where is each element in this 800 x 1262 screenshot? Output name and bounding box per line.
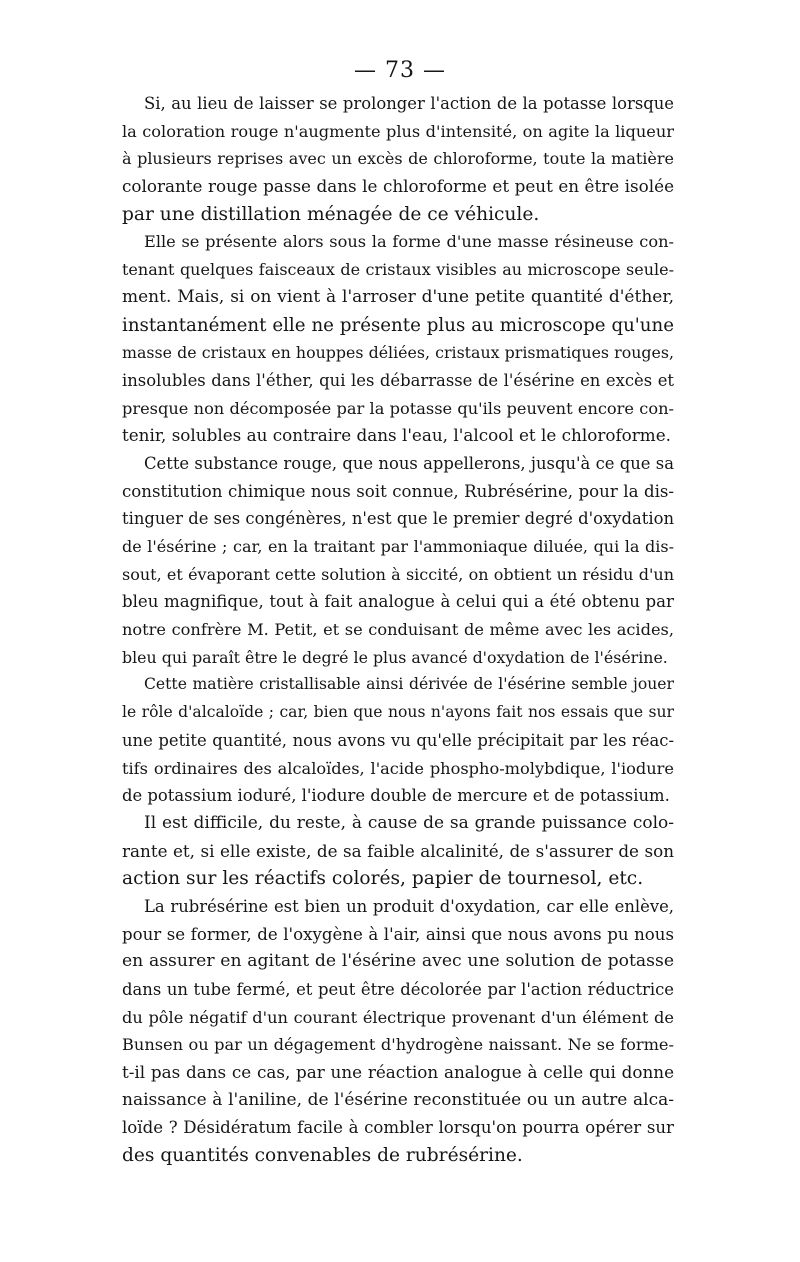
text-line: Elle se présente alors sous la forme d'une masse résineuse con- — [144, 232, 674, 252]
text-line: Cette matière cristallisable ainsi dérivée de l'ésérine semble jouer — [144, 675, 674, 694]
page-number: — 73 — — [354, 58, 446, 83]
text-line: tenant quelques faisceaux de cristaux visibles au microscope seule- — [122, 260, 674, 280]
text-line: presque non décomposée par la potasse qu'ils peuvent encore con- — [122, 398, 674, 418]
text-line: dans un tube fermé, et peut être décolorée par l'action réductrice — [122, 980, 674, 999]
text-line: Bunsen ou par un dégagement d'hydrogène naissant. Ne se forme- — [122, 1035, 674, 1055]
text-line: instantanément elle ne présente plus au microscope qu'une — [122, 314, 674, 336]
text-line: loïde ? Désidératum facile à combler lorsqu'on pourra opérer sur — [122, 1118, 674, 1138]
text-line: du pôle négatif d'un courant électrique provenant d'un élément de — [122, 1007, 674, 1027]
text-line: Si, au lieu de laisser se prolonger l'action de la potasse lorsque — [144, 94, 674, 113]
body-text — [122, 90, 674, 1170]
text-line: tenir, solubles au contraire dans l'eau, l'alcool et le chloroforme. — [122, 425, 671, 446]
text-line: bleu qui paraît être le degré le plus avancé d'oxydation de l'ésérine. — [122, 647, 668, 667]
text-line: le rôle d'alcaloïde ; car, bien que nous n'ayons fait nos essais que sur — [122, 703, 674, 722]
text-line: bleu magnifique, tout à fait analogue à celui qui a été obtenu par — [122, 592, 674, 612]
text-line: la coloration rouge n'augmente plus d'intensité, on agite la liqueur — [122, 121, 674, 141]
text-line: t-il pas dans ce cas, par une réaction analogue à celle qui donne — [122, 1062, 674, 1083]
text-line: Cette substance rouge, que nous appellerons, jusqu'à ce que sa — [144, 453, 674, 473]
text-line: action sur les réactifs colorés, papier de tournesol, etc. — [122, 868, 644, 890]
text-line: colorante rouge passe dans le chloroforme et peut en être isolée — [122, 176, 674, 197]
text-line: par une distillation ménagée de ce véhicule. — [122, 203, 540, 225]
text-line: ment. Mais, si on vient à l'arroser d'une petite quantité d'éther, — [122, 286, 674, 307]
text-line: La rubrésérine est bien un produit d'oxydation, car elle enlève, — [144, 896, 674, 916]
text-line: insolubles dans l'éther, qui les débarrasse de l'ésérine en excès et — [122, 370, 674, 390]
text-line: une petite quantité, nous avons vu qu'elle précipitait par les réac- — [122, 730, 674, 750]
text-line: pour se former, de l'oxygène à l'air, ainsi que nous avons pu nous — [122, 924, 674, 944]
text-line: tinguer de ses congénères, n'est que le premier degré d'oxydation — [122, 509, 674, 529]
text-line: de potassium ioduré, l'iodure double de mercure et de potassium. — [122, 786, 670, 806]
text-line: tifs ordinaires des alcaloïdes, l'acide phospho-molybdique, l'iodure — [122, 758, 674, 778]
text-line: masse de cristaux en houppes déliées, cristaux prismatiques rouges, — [122, 343, 674, 363]
text-line: constitution chimique nous soit connue, Rubrésérine, pour la dis- — [122, 481, 674, 501]
text-line: des quantités convenables de rubrésérine. — [122, 1145, 523, 1167]
text-line: naissance à l'aniline, de l'ésérine reconstituée ou un autre alca- — [122, 1089, 674, 1110]
text-line: Il est difficile, du reste, à cause de sa grande puissance colo- — [144, 812, 674, 833]
text-line: en assurer en agitant de l'ésérine avec une solution de potasse — [122, 951, 674, 972]
text-line: de l'ésérine ; car, en la traitant par l'ammoniaque diluée, qui la dis- — [122, 537, 674, 556]
text-line: notre confrère M. Petit, et se conduisant de même avec les acides, — [122, 620, 674, 640]
text-line: à plusieurs reprises avec un excès de chloroforme, toute la matière — [122, 149, 674, 169]
text-line: rante et, si elle existe, de sa faible alcalinité, de s'assurer de son — [122, 840, 674, 861]
text-line: sout, et évaporant cette solution à siccité, on obtient un résidu d'un — [122, 564, 674, 584]
